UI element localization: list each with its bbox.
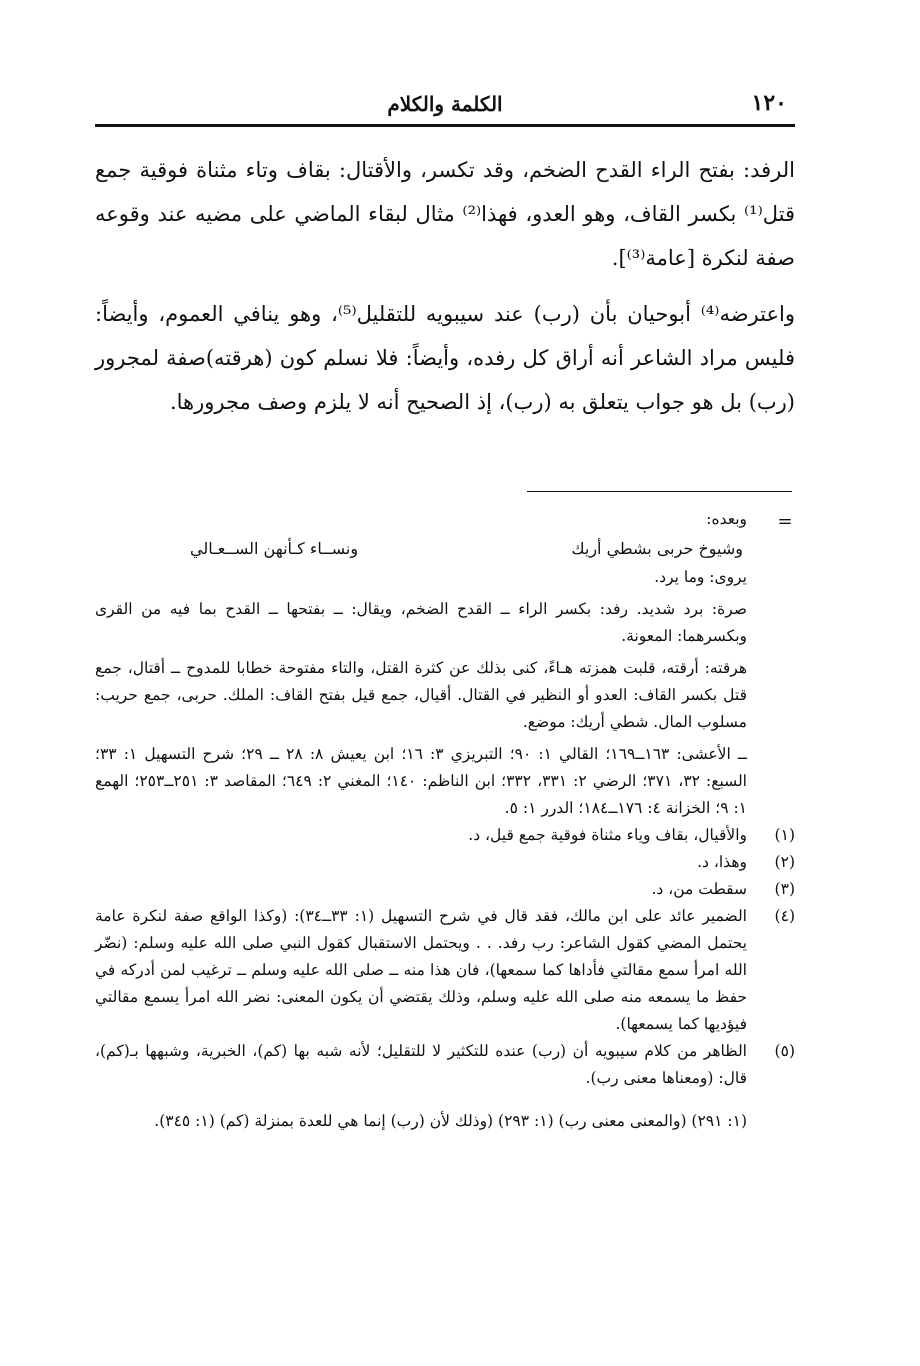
footnote-continuation: (١: ٢٩١) (والمعنى معنى رب) (١: ٢٩٣) (وذلك لأن (رب) إنما هي للعدة بمنزلة (كم) (١: ٣٤٥). — [154, 1111, 747, 1130]
footnote-number: (٥) — [774, 1042, 795, 1060]
footnote-item — [95, 822, 795, 849]
footnote-item — [95, 903, 795, 1038]
verse-first-hemistich: وشيوخ حربى بشطي أريك — [571, 539, 743, 558]
main-paragraph: الرفد: بفتح الراء القدح الضخم، وقد تكسر، والأقتال: بقاف وتاء مثناة فوقية جمع قتل⁽¹⁾ بكسر القاف، وهو العدو، فهذا⁽²⁾ مثال لبقاء الماضي على مضيه عند وقوعه صفة لنكرة [عامة⁽³⁾]. — [95, 158, 795, 270]
footnotes — [95, 506, 795, 1150]
footnote-line: هرقته: أرقته، قلبت همزته هـاءً، كنى بذلك عن كثرة القتل، والتاء مفتوحة خطابا للمدوح ــ أقتال، جمع قتل بكسر القاف: العدو أو النظير في القتال. أقيال، جمع قيل بفتح القاف: الملك. حربى، جمع حريب: مسلوب المال. شطي أريك: موضع. — [95, 659, 747, 731]
footnote-number: (١) — [774, 826, 795, 844]
footnote-text: الضمير عائد على ابن مالك، فقد قال في شرح التسهيل (١: ٣٣ــ٣٤): (وكذا الواقع صفة لنكرة عامة يحتمل المضي كقول الشاعر: رب رفد. . . ويحتمل الاستقبال كقول النبي صلى الله عليه وسلم: (نضّر الله امرأ سمع مقالتي فأداها كما سمعها)، فان هذا منه ــ صلى الله عليه وسلم ــ ترغيب لمن أدركه في حفظ ما يسمعه منه صلى الله عليه وسلم، وذلك يقتضي أن يكون المعنى: نضر الله امرأ يسمع مقالتي فيؤديها كما يسمعها). — [95, 907, 747, 1033]
footnote-line: يروى: وما يرد. — [654, 568, 747, 586]
header-rule — [95, 124, 795, 127]
footnote-item — [95, 876, 795, 903]
context-label: وبعده: — [706, 510, 747, 528]
footnote-number: (٣) — [774, 880, 795, 898]
footnote-text: والأقيال، بقاف وياء مثناة فوقية جمع قيل، د. — [468, 826, 747, 844]
footnote-number: (٤) — [774, 907, 795, 925]
page-header — [95, 88, 795, 122]
footnote-item — [95, 849, 795, 876]
previous-footnote-continuation — [95, 506, 747, 822]
verse-second-hemistich: ونســاء كـأنهن الســعـالي — [190, 539, 359, 558]
footnote-number: (٢) — [774, 853, 795, 871]
footnote-text: سقطت من، د. — [651, 880, 747, 898]
footnote-line: صرة: برد شديد. رفد: بكسر الراء ــ القدح الضخم، ويقال: ــ بفتحها ــ القدح بما فيه من القرى وبكسرهما: المعونة. — [95, 600, 747, 645]
main-paragraph: واعترضه⁽⁴⁾ أبوحيان بأن (رب) عند سيبويه للتقليل⁽⁵⁾، وهو ينافي العموم، وأيضاً: فليس مراد الشاعر أنه أراق كل رفده، وأيضاً: فلا نسلم كون (هرقته)صفة لمجرور (رب) بل هو جواب يتعلق به (رب)، إذ الصحيح أنه لا يلزم وصف مجرورها. — [95, 302, 795, 414]
verse-line — [95, 535, 747, 562]
footnote-separator — [527, 491, 792, 492]
continuation-marker: = — [777, 511, 793, 532]
main-text — [95, 148, 795, 436]
page-number: ١٢٠ — [751, 90, 787, 116]
footnote-text: الظاهر من كلام سيبويه أن (رب) عنده للتكثير لا للتقليل؛ لأنه شبه بها (كم)، الخبرية، وشبهها بـ(كم)، قال: (ومعناها معنى رب). — [95, 1042, 747, 1087]
running-title: الكلمة والكلام — [387, 92, 503, 116]
footnote-item — [95, 1038, 795, 1092]
footnote-text: وهذا، د. — [697, 853, 747, 871]
footnote-line: ــ الأعشى: ١٦٣ــ١٦٩؛ القالي ١: ٩٠؛ التبريزي ٣: ١٦؛ ابن يعيش ٨: ٢٨ ــ ٢٩؛ شرح التسهيل ١: ٣٣؛ السبع: ٣٢، ٣٧١؛ الرضي ٢: ٣٣١، ٣٣٢؛ ابن الناظم: ١٤٠؛ المغني ٢: ٦٤٩؛ المقاصد ٣: ٢٥١ــ٢٥٣؛ الهمع ١: ٩؛ الخزانة ٤: ١٧٦ــ١٨٤؛ الدرر ١: ٥. — [95, 745, 748, 817]
